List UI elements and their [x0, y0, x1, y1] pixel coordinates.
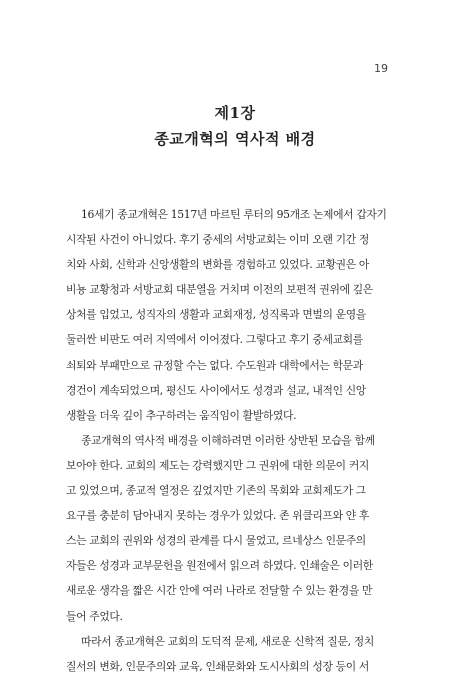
- paragraph: [66, 202, 398, 428]
- paragraph: [66, 428, 398, 629]
- text-line: 질서의 변화, 인문주의와 교육, 인쇄문화와 도시사회의 성장 등이 서: [66, 659, 369, 673]
- text-line: 상처를 입었고, 성직자의 생활과 교회재정, 성직록과 면벌의 운영을: [66, 308, 366, 322]
- text-line: 고 있었으며, 종교적 열정은 깊었지만 기존의 목회와 교회제도가 그: [66, 484, 366, 498]
- text-line: 스는 교회의 권위와 성경의 관계를 다시 물었고, 르네상스 인문주의: [66, 534, 366, 548]
- text-line: 요구를 충분히 담아내지 못하는 경우가 있었다. 존 위클리프와 얀 후: [66, 509, 369, 523]
- text-line: 시작된 사건이 아니었다. 후기 중세의 서방교회는 이미 오랜 기간 정: [66, 233, 369, 247]
- text-line: 들어 주었다.: [66, 609, 123, 623]
- text-line: 종교개혁의 역사적 배경을 이해하려면 이러한 상반된 모습을 함께: [81, 433, 375, 447]
- text-line: 비뇽 교황청과 서방교회 대분열을 거치며 이전의 보편적 권위에 깊은: [66, 283, 373, 297]
- paragraph: [66, 629, 398, 679]
- text-line: 둘러싼 비판도 여러 지역에서 이어졌다. 그렇다고 후기 중세교회를: [66, 333, 363, 347]
- text-line: 자들은 성경과 교부문헌을 원전에서 읽으려 하였다. 인쇄술은 이러한: [66, 559, 373, 573]
- text-line: 보아야 한다. 교회의 제도는 강력했지만 그 권위에 대한 의문이 커지: [66, 458, 369, 472]
- text-line: 16세기 종교개혁은 1517년 마르틴 루터의 95개조 논제에서 갑자기: [81, 208, 387, 221]
- text-line: 생활을 더욱 깊이 추구하려는 움직임이 활발하였다.: [66, 408, 297, 422]
- text-line: 치와 사회, 신학과 신앙생활의 변화를 경험하고 있었다. 교황권은 아: [66, 258, 369, 272]
- text-line: 쇠퇴와 부패만으로 규정할 수는 없다. 수도원과 대학에서는 학문과: [66, 358, 363, 372]
- body-text: [66, 202, 398, 679]
- chapter-number: 제1장: [214, 104, 256, 122]
- text-line: 새로운 생각을 짧은 시간 안에 여러 나라로 전달할 수 있는 환경을 만: [66, 584, 373, 598]
- page-number: 19: [374, 62, 388, 75]
- text-line: 경건이 계속되었으며, 평신도 사이에서도 성경과 설교, 내적인 신앙: [66, 383, 366, 397]
- chapter-title: 종교개혁의 역사적 배경: [154, 130, 316, 148]
- text-line: 따라서 종교개혁은 교회의 도덕적 문제, 새로운 신학적 질문, 정치: [81, 634, 374, 648]
